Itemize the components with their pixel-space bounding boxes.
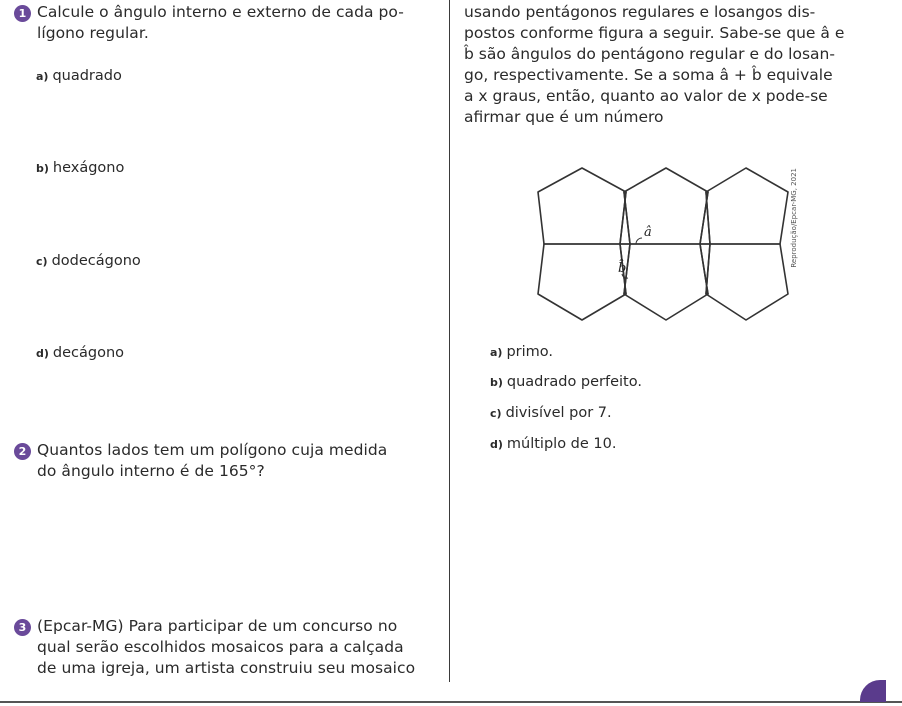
rhombus (620, 192, 630, 244)
pentagon (624, 168, 708, 244)
item-text: decágono (52, 345, 125, 361)
question-1-item-a (36, 68, 122, 84)
column-divider (449, 0, 450, 682)
question-number-badge: 2 (14, 443, 31, 460)
pentagon (538, 244, 626, 320)
question-1-line: Calcule o ângulo interno e externo de cada po- (37, 3, 404, 21)
option-b (490, 374, 642, 390)
option-letter: a) (490, 346, 503, 359)
item-letter: c) (36, 255, 48, 268)
question-3-line: qual serão escolhidos mosaicos para a calçada (37, 638, 404, 656)
question-3-line: (Epcar-MG) Para participar de um concurso no (37, 617, 398, 635)
question-3-line: de uma igreja, um artista construiu seu mosaico (37, 659, 416, 677)
question-3-continuation (464, 2, 884, 128)
option-d (490, 436, 616, 452)
question-1-item-c (36, 253, 141, 269)
continuation-line: afirmar que é um número (464, 108, 664, 126)
bottom-rule (0, 701, 902, 703)
angle-b-label: b̂ (618, 261, 627, 276)
option-c (490, 405, 612, 421)
continuation-line: go, respectivamente. Se a soma â + b̂ equivale (464, 66, 833, 84)
pentagon (538, 168, 626, 244)
option-text: primo. (506, 344, 553, 360)
angle-a-label: â (644, 225, 652, 240)
continuation-line: postos conforme figura a seguir. Sabe-se que â e (464, 24, 845, 42)
item-letter: b) (36, 162, 49, 175)
item-letter: d) (36, 347, 49, 360)
question-2-line: do ângulo interno é de 165°? (37, 462, 265, 480)
angle-a-arc (636, 238, 642, 244)
pentagon-rhombus-mosaic (534, 162, 792, 332)
rhombus (700, 192, 710, 244)
option-letter: d) (490, 438, 503, 451)
continuation-line: usando pentágonos regulares e losangos dis- (464, 3, 816, 21)
item-text: quadrado (52, 68, 122, 84)
option-letter: b) (490, 376, 503, 389)
pentagon (706, 244, 788, 320)
item-text: hexágono (52, 160, 125, 176)
pentagon (624, 244, 708, 320)
question-number-badge: 3 (14, 619, 31, 636)
image-credit: Reprodução/Epcar-MG, 2021 (790, 168, 798, 268)
item-letter: a) (36, 70, 49, 83)
question-2 (14, 440, 444, 482)
continuation-line: a x graus, então, quanto ao valor de x pode-se (464, 87, 828, 105)
option-letter: c) (490, 407, 502, 420)
pentagon (706, 168, 788, 244)
page-corner-tab (860, 680, 886, 702)
option-text: múltiplo de 10. (506, 436, 617, 452)
option-text: divisível por 7. (505, 405, 612, 421)
continuation-line: b̂ são ângulos do pentágono regular e do losan- (464, 45, 835, 63)
question-1 (14, 2, 444, 44)
option-text: quadrado perfeito. (506, 374, 642, 390)
question-number-badge: 1 (14, 5, 31, 22)
question-1-item-b (36, 160, 124, 176)
question-1-item-d (36, 345, 124, 361)
option-a (490, 344, 553, 360)
question-1-line: lígono regular. (37, 24, 149, 42)
item-text: dodecágono (51, 253, 141, 269)
rhombus (700, 244, 710, 294)
question-2-line: Quantos lados tem um polígono cuja medida (37, 441, 388, 459)
question-3 (14, 616, 444, 679)
